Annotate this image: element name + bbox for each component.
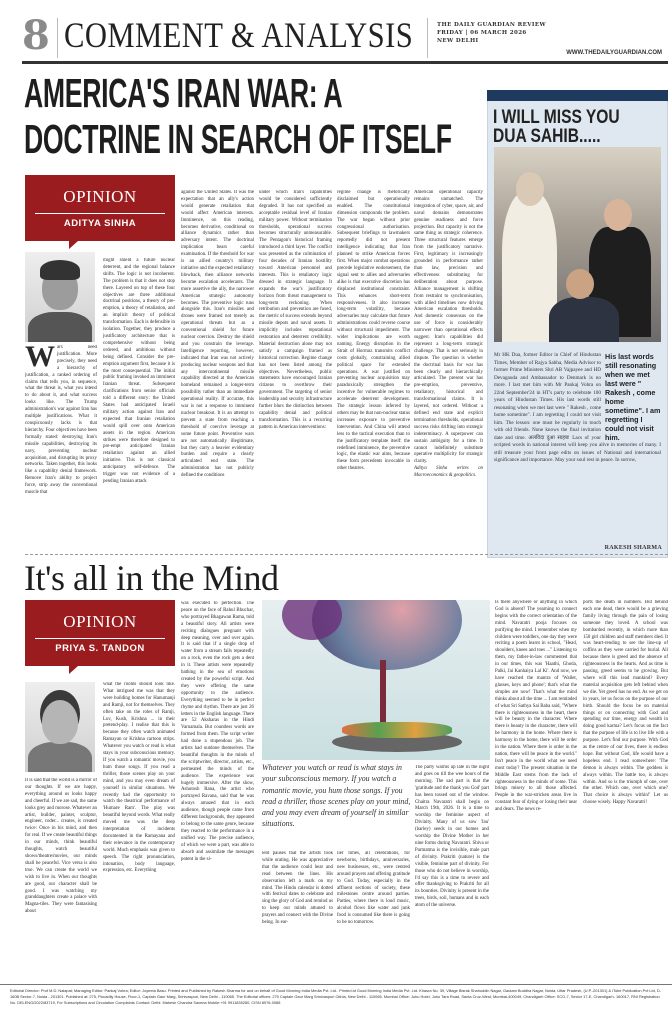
article-column: lier times, all celebrations, for newborns, birthdays, anniversaries, new businesses, etc., were centred around prayers and offering gratitude to God. Today, especially in the affluent sections of society, these milestones centre around parties. Parties, where there is loud music, alcohol flows like water and junk food is consumed like there is going to be no tomorrow. [337,851,410,926]
website-link[interactable]: WWW.THEDAILYGUARDIAN.COM [566,50,662,56]
article-column [25,345,97,555]
article-column [414,190,483,553]
article-headline: It's all in the Mind [24,558,279,598]
column-text: American operational capacity remains unmatched. The integration of cyber, space, air, and naval domains demonstrates genuine readiness and force projection. But capacity is not the same thing as strategic coherence. Three structural features emerge from the justificatory narrative. First, legitimacy is increasingly grounded in performance rather than law, precision and effectiveness substituting for deliberation about purpose. Alliance management is shifting from restraint to synchronisation, with allied timelines now driving American escalation thresholds. And domestic consensus on the use of force is considerably narrower than operational effects suggest. Iran's capabilities did represent a long-term strategic challenge. That is not seriously in dispute. The question is whether the doctrinal basis for war has been clearly and hierarchically articulated. The present war has pre-emption, preventive, retaliatory, historical and transformational claims. It is layered, not ordered. Without a defined end state and explicit termination thresholds, operational success risks drifting into strategic indeterminacy. A superpower can sustain ambiguity for a time. It cannot indefinitely substitute operative multiplicity for strategic clarity. [414,190,483,465]
drop-cap: W [25,345,55,373]
opinion-badge [25,600,175,666]
divider [35,638,165,639]
article-column: The party warms up late in the night and goes on till the wee hours of the morning. The sad part is that the 'gratitude and the thank you God' part has been tossed out of the window. Chaitra Navaratri shall begin on March 19th, 2026. It is a time to worship the feminine aspect of Divinity. Many of us sow 'Jau' (barley) seeds in our homes and worship the Divine Mother in her nine forms during Navaratri. Shiva or Parmatma is the invisible, male part of divinity. Prakriti (nature) is the visible, feminine part of divinity. For those who do not believe in worship, I'd say this is a time to revere and offer thanksgiving to Prakriti for all its bounties. Divinity is present in the trees, birds, soil, humans and in each atom of the universe. [415,765,489,909]
divider [57,18,58,58]
publication-date: FRIDAY | 06 MARCH 2026 [437,30,527,36]
article-column: might shield a future nuclear deterrent, and the regional balance shifts. The logic is not incoherent. The problem is that it does not stop there. Layered on top of these four objectives are three additional doctrinal positions, a theory of pre-emption, a theory of retaliation, and an implicit theory of political transformation. Each is defensible in isolation. Together, they produce a justificatory architecture that is comprehensive without being ordered, and ambitious without being defined. Consider the pre-emption argument first, because it is the most consequential. The initial public framing invoked an imminent Iranian threat. Subsequent clarifications from senior officials told a different story: the United States had anticipated Israeli military action against Iran and expected that Iranian retaliation would spill over onto American assets in the region. American strikes were therefore designed to pre-empt anticipated Iranian retaliation against an allied initiative. This is not classical anticipatory self-defence. The trigger was not evidence of a pending Iranian attack [103,258,175,484]
masthead-rule [22,61,668,64]
author-photo [25,682,95,772]
page-number: 8 [22,12,50,59]
footer-rule [0,984,672,985]
opinion-badge [25,175,175,241]
pull-quote: Whatever you watch or read is what stays in your subconscious memory. If you watch a romantic movie, you hum those songs. If you read a thriller, those scenes play on your mind, and you may even dream of yourself in similar situations. [262,763,411,829]
article-headline: AMERICA'S IRAN WAR: A DOCTRINE IN SEARCH OF ITSELF [24,70,452,162]
tribute-header-bar [487,90,668,101]
author-photo [25,252,95,342]
tribute-text [494,352,661,465]
section-title: COMMENT & ANALYSIS [64,15,414,55]
author-name: PRIYA S. TANDON [55,643,145,654]
column-text: ars need justification. More precisely, they need a hierarchy of justification, a ranked ordering of claims that tells you, in sequence, what the threat is, what you intend to do about it, and what success looks like. The Trump administration's war against Iran has multiple justifications. What it conspicuously lacks is that hierarchy. Four objectives have been formally stated: destroying Iran's missile capabilities, destroying its navy, preventing nuclear acquisition, and disrupting its proxy networks. Taken together, this looks like a capability denial framework. Remove Iran's ability to project force, strip away the conventional muscle that [25,345,97,496]
article-column: It is said that the world is a mirror of our thoughts. If we are happy, everything around us looks happy and cheerful. If we are sad, the same looks grey and morose. Whatever an artist, builder, painter, sculptor, engineer, coder... creates, is created twice: Once in his mind, and then for real. If we create beautiful things in our minds, think beautiful thoughts, watch beautiful shows/theatre/movies, our minds shall be peaceful. Vice versa is also true. We can create the world we wish to live in. When our thoughts are good, our character shall be good. I was watching my granddaughters create a palace with Magna-tiles. They were fantasising about [25,778,97,915]
tribute-photo [494,147,661,342]
opinion-label: OPINION [63,612,137,631]
publication-name: THE DAILY GUARDIAN REVIEW [437,22,547,28]
article-column: Is there anywhere or anything in which God is absent? The yearning to connect begins with the correct orientation of the mind. Navaratri pooja focuses on purifying the mind. I remember when my children were toddlers, one day they were reciting a poem learnt in school, "Head, shoulders, knees and toes ..." Listening to them, my father-in-law commented that in our times, this was 'Haathi, Ghoda, Palki, Jai Kanhaiya Lal Ki'. And now, we have reached the mantra of 'Wallet, glasses, keys and phone'; that's what the simples are now! That's what the mind thinks about all the time ... I am reminded of what Sri Sathya Sai Baba said, "Where there is righteousness in the heart, there will be beauty in the character. Where there is beauty in the character, there will be harmony in the home. Where there is harmony in the home, there will be order in the nation. Where there is order in the nation, there will be peace in the world." Isn't peace in the world what we need most today? The present situation in the Middle East stems from the lack of righteousness in the minds of some. This brings misery to all those affected. People in the war-stricken areas live in constant fear of dying or losing their near and dears. The news re- [495,600,577,813]
article-column: what the rooms should look like. What intrigued me was that they were building homes for Hanumanji and Ramji, not for themselves. They often take on the roles of Ramji, Luv, Kush, Krishna ... in their pretend-play. I realise that this is because they often watch animated Ramayan or Krishna cartoon strips. Whatever you watch or read is what stays in your subconscious memory. If you watch a romantic movie, you hum those songs. If you read a thriller, those scenes play on your mind, and you may even dream of yourself in similar situations. We recently had the opportunity to watch the theatrical performance of 'Humare Ram'. The play was beautiful beyond words. What really moved me was the deep interpretation of incidents documented in the Ramayana and their relevance in the contemporary world. Much emphasis was given to speech. The right pronunciation, intonation, body language, expression, etc. Everything [103,682,175,874]
divider [35,213,165,214]
article-column: against the United States. It was the expectation that an ally's action would generate retaliation that would affect American interests. Imminence, on this reading, becomes derivative, conditional on alliance dynamics rather than adversary intent. The doctrinal implication bears careful examination. If the threshold for war is an allied country's military initiative and the expected retaliatory blowback, then alliance networks become escalation accelerants. The more assertive the ally, the narrower American strategic autonomy becomes. The preventive logic runs alongside this. Iran's missiles and drones were framed not merely as operational threats but as a conventional shield for future nuclear coercion. Destroy the shield and you constrain the leverage. Intelligence reporting, however, indicated that Iran was not actively producing nuclear weapons and that any intercontinental missile capability directed at the American homeland remained a longer-term possibility rather than an immediate operational reality. If accurate, this war is not a response to imminent nuclear breakout. It is an attempt to prevent a state from reaching a threshold of coercive leverage at some future point. Preventive wars are not automatically illegitimate, but they carry a heavier evidentiary burden and require a clearly articulated end state. The administration has not publicly defined the conditions [181,190,254,479]
tribute-intro: Mr HK Dua, former Editor in Chief of Hindustan Times, Member of Rajya Sabha, Media Advisor to former Prime Ministers Shri AB Vajpayee and HD Devagauda and Ambassador to Denmark is no more. I last met him with Mr Pankaj Vohra on 22nd September'24 in HT's party to celebrate 100 years of Hindustan Times. His last words still resonating when we met last were " Rakesh , come home sometime". I am regretting I could not visit him. The lesson: one must be regularly in touch with old friends. [494,352,601,433]
tribute-closing: None knows the final invitation date and time. अलविदा दुआ साहब! Lacs of your scripted words in national interest will keep you alive in memories of many. I still treasure your front page edits on issues of National and international significance and importance. May your soul rest in peace. In sorrow, [494,427,661,463]
imprint-footer: Editorial Director: Prof M.D. Nalapat; Managing Editor: Pankaj Vohra; Editor: Joyeeta Basu. Printed and Published by Rakesh Sharma for and on behalf of Good Morning India Media Pvt. Ltd.. Printed at Good Morning India Media Pvt. Ltd. Khasra No. 39, Village Bisrak Shahuddin Nagar, Gautam Buddha Nagar, Noida, Uttar Pradesh, (U.P.-201301) & iTobe Publication Pvt Ltd, D-160B Sector-7, Noida - 201301. Published at: 275, Piccadily House, Floor-1, Captain Gaur Marg, Srinivaspuri, New Delhi - 110065. The Editorial offices: 275 Captain Gaur Marg Srinivaspuri Okhla, New Delhi - 110065. Mumbai Office: Juhu Hotel, Juhu Tara Road, Santa Cruz-West, Mumbai-400049, Chandigarh Office: SCO-7, Sector 17-E, Chandigarh- 160017, RNI Registration No. DELENG/2022/83719, For Subscriptions and Circulation Complaints Contact: Delhi: Mahesh Chandra Saxena Mobile:+91 9911835280, CISN 8976-0088 [10,988,662,1005]
article-column: regime change is rhetorically disclaimed but operationally enabled. The constitutional dimension compounds the problem. The war began without prior congressional authorisation. Subsequent briefings to lawmakers reportedly did not present intelligence indicating that Iran planned to strike American forces first. When major combat operations precede legislative endorsement, the signal sent to allies and adversaries alike is that executive discretion has displaced institutional constraint. This enhances short-term responsiveness. It also increases long-term volatility, because adversaries may calculate that future administrations could reverse course without structural impediment. The wider implications are worth naming. Energy disruption in the Strait of Hormuz transmits conflict costs globally, constraining allied political space for extended operations. A war justified on preventing nuclear acquisition may paradoxically strengthen the incentive for vulnerable regimes to accelerate deterrent development. The strategic lesson inferred by others may be that non-nuclear status increases exposure to preventive intervention. And China will attend less to the tactical execution than to the justificatory template itself: the redefined imminence, the preventive logic, the elastic war aims, because these form precedents invocable in other theatres. [337,190,410,472]
opinion-label: OPINION [63,187,137,206]
tribute-title: I WILL MISS YOU DUA SAHIB..... [493,107,620,147]
article-column: ports the death in numbers. But behind each one dead, there would be a grieving family living through the pain of losing someone they loved. A school was bombarded recently, in which more than 150 girl children and staff members died. It was heart-rending to see the line-up of coffins as they were carried for burial. All because there is greed and the absence of righteousness in the hearts. And as time is passing, greed seems to be growing. But where will this lead mankind? Every material acquisition gets left behind when we die. Yet greed has no end. As we get on in years, let us focus on the purpose of our birth. Should the focus be on material things or on connecting with God and spending our time, energy and wealth in doing good karma? Let's focus on the fact that the purpose of life is to live life with a purpose. Let's find our purpose. With God as the centre of our lives, there is endless hope. But without God, life would have a hopeless end. I read somewhere: 'The demon is always within. The goddess is always within. The battle too, is always within. And so is the triumph of one, over the other. Which one, over which one? That choice is always within!' Let us choose wisely. Happy Navaratri! [583,600,668,806]
divider [427,18,428,58]
article-column: was executed to perfection. The peace on the face of Rahul Bhuchar, who portrayed Bhagawan Rama, told a beautiful story. All artists were reciting dialogues pregnant with deep meaning, over and over again. It is said that if a single drop of water from a stream falls repeatedly on a rock, even the rock gets a dent in it. These artists were repeatedly bathing in the sea of emotions created by the powerful script. And they were offering the same opportunity to the audience. Everything seemed to be in perfect rhyme and rhythm. There are just 26 letters in the English language. There are 52 Aksharas in the Hindi Varnamala. But countless words are formed from them. The script writer had done a stupendous job. The artists had outdone themselves. The beautiful thoughts in the minds of the scriptwriter, director, artists, etc., permeated the minds of the audience. The experience was hugely immersive. After the show, Ashutosh Rana, the artist who portrayed Ravana, said that he was always amazed that in each audience, though people came from different backgrounds, they appeared to belong to the same genre, because they reacted to the performance in a unified way. The precise audience, of which we were a part, was able to absorb and assimilate the messages potent in the si- [181,601,254,862]
publication-city: NEW DELHI [437,38,479,44]
tribute-signature: RAKESH SHARMA [604,545,662,551]
tribute-pull-quote: His last words still resonating when we met last were " Rakesh , come home sometime". I am regretting I could not visit him. [605,352,661,442]
article-column: under which Iran's capabilities would be considered sufficiently degraded. It has not specified an acceptable residual level of Iranian military power. Without termination thresholds, operational success becomes structurally unmeasurable. The Pentagon's historical framing introduced a third layer. The conflict was presented as the culmination of four decades of Iranian hostility toward American personnel and interests. This is retaliatory logic dressed in strategic language. It expands the war's justificatory horizon from threat management to long-term reckoning. When retribution and prevention are fused, the metric of success extends beyond missile depots and naval assets. It implicitly includes reputational restoration and deterrent credibility. Material destruction alone may not satisfy a campaign framed as historical correction. Regime change has not been listed among the objectives. Nevertheless, public statements have encouraged Iranian citizens to overthrow their government. The targeting of senior leadership and security infrastructure further blurs the distinction between capability denial and political transformation. This is a recurring pattern in American interventions: [259,190,332,430]
author-name: ADITYA SINHA [63,218,137,229]
author-note: Aditya Sinha writes on Macroeconomics & geopolitics. [414,466,483,479]
section-divider [25,554,668,555]
article-column: lent pauses that the artists took while orating. He was appreciative that the audience could hear and read between the lines. His observation left a mark on my mind. The Hindu calendar is dotted with festival dates to celebrate and sing the glory of God and remind us to keep our minds attuned to prayers and connect with the Divine being. In ear- [262,851,333,926]
brain-tree-illustration [262,600,490,760]
